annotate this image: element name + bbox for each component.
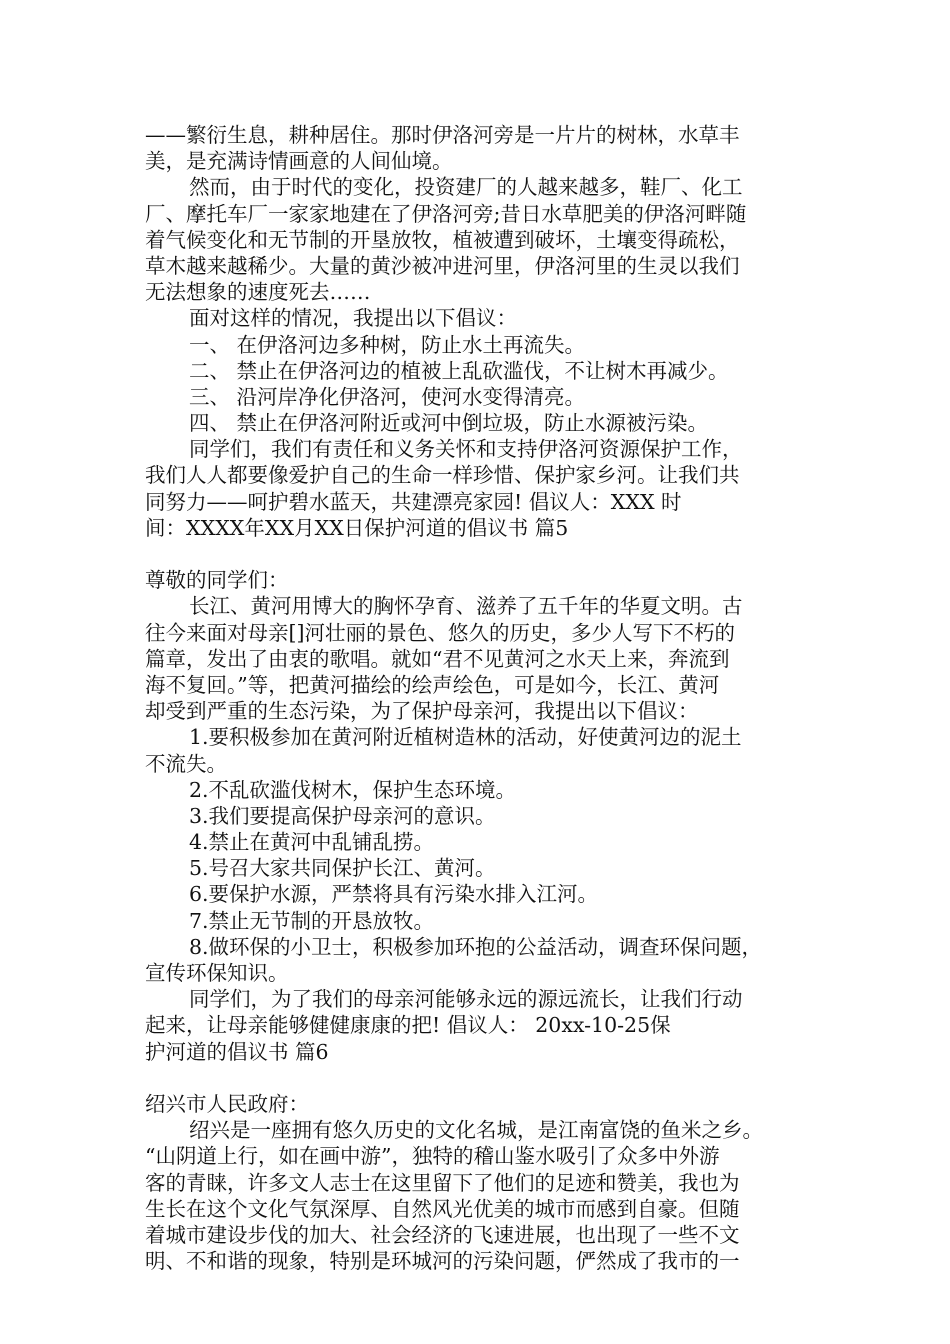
section-yellow-river (145, 567, 835, 1065)
text-line: 海不复回。”等，把黄河描绘的绘声绘色，可是如今，长江、黄河 (145, 672, 720, 697)
text-line: 长江、黄河用博大的胸怀孕育、滋养了五千年的华夏文明。古 (189, 594, 743, 619)
section-shaoxing (145, 1091, 835, 1274)
text-line: 2.不乱砍滥伐树木，保护生态环境。 (189, 777, 517, 802)
text-line: 却受到严重的生态污染，为了保护母亲河，我提出以下倡议： (145, 699, 699, 724)
text-line: 美，是充满诗情画意的人间仙境。 (145, 149, 453, 174)
text-line: 同学们，为了我们的母亲河能够永远的源远流长，让我们行动 (189, 987, 743, 1012)
section-gap (145, 1065, 835, 1091)
text-line: 同学们，我们有责任和义务关怀和支持伊洛河资源保护工作， (189, 437, 743, 462)
text-line: ——繁衍生息，耕种居住。那时伊洛河旁是一片片的树林，水草丰 (145, 123, 740, 147)
text-line: 绍兴市人民政府： (145, 1091, 309, 1116)
text-line: 8.做环保的小卫士，积极参加环抱的公益活动，调查环保问题， (189, 934, 763, 959)
text-line: 厂、摩托车厂一家家地建在了伊洛河旁;昔日水草肥美的伊洛河畔随 (145, 201, 747, 226)
text-line: 面对这样的情况，我提出以下倡议： (189, 306, 517, 331)
text-line: 绍兴是一座拥有悠久历史的文化名城，是江南富饶的鱼米之乡。 (189, 1118, 763, 1143)
text-line: 草木越来越稀少。大量的黄沙被冲进河里，伊洛河里的生灵以我们 (145, 253, 740, 278)
text-line: 5.号召大家共同保护长江、黄河。 (189, 856, 496, 881)
text-line: 生长在这个文化气氛深厚、自然风光优美的城市而感到自豪。但随 (145, 1196, 740, 1221)
text-line: 不流失。 (145, 751, 227, 776)
text-line: 我们人人都要像爱护自己的生命一样珍惜、保护家乡河。让我们共 (145, 463, 740, 488)
text-line: 4.禁止在黄河中乱铺乱捞。 (189, 830, 435, 855)
document-body (145, 122, 835, 1274)
text-line: 1.要积极参加在黄河附近植树造林的活动，好使黄河边的泥土 (189, 725, 742, 750)
text-line: 明、不和谐的现象，特别是环城河的污染问题，俨然成了我市的一 (145, 1249, 740, 1274)
text-line: 间：XXXX年XX月XX日保护河道的倡议书 篇5 (145, 515, 569, 540)
section-gap (145, 541, 835, 567)
text-line: 3.我们要提高保护母亲河的意识。 (189, 803, 496, 828)
text-line: 四、 禁止在伊洛河附近或河中倒垃圾，防止水源被污染。 (189, 411, 709, 436)
text-line: 往今来面对母亲[]河壮丽的景色、悠久的历史，多少人写下不朽的 (145, 620, 735, 645)
text-line: 宣传环保知识。 (145, 961, 289, 985)
text-line: 着气候变化和无节制的开垦放牧，植被遭到破坏，土壤变得疏松， (145, 227, 740, 252)
text-line: 6.要保护水源，严禁将具有污染水排入江河。 (189, 882, 599, 907)
text-line: 无法想象的速度死去…… (145, 280, 371, 305)
text-line: 起来，让母亲能够健健康康的把! 倡议人： 20xx-10-25保 (145, 1013, 671, 1038)
text-line: 三、 沿河岸净化伊洛河，使河水变得清亮。 (189, 384, 586, 409)
text-line: 着城市建设步伐的加大、社会经济的飞速进展，也出现了一些不文 (145, 1222, 740, 1247)
text-line: “山阴道上行，如在画中游”，独特的稽山鉴水吸引了众多中外游 (145, 1144, 720, 1169)
text-line: 二、 禁止在伊洛河边的植被上乱砍滥伐，不让树木再减少。 (189, 358, 729, 383)
text-line: 篇章，发出了由衷的歌唱。就如“君不见黄河之水天上来，奔流到 (145, 646, 730, 671)
text-line: 客的青睐，许多文人志士在这里留下了他们的足迹和赞美，我也为 (145, 1170, 740, 1195)
text-line: 7.禁止无节制的开恳放牧。 (189, 908, 435, 933)
text-line: 护河道的倡议书 篇6 (145, 1039, 329, 1064)
section-yiluo-river (145, 122, 835, 541)
text-line: 同努力——呵护碧水蓝天，共建漂亮家园! 倡议人：XXX 时 (145, 489, 682, 514)
text-line: 一、 在伊洛河边多种树，防止水土再流失。 (189, 332, 586, 357)
text-line: 尊敬的同学们： (145, 568, 289, 593)
text-line: 然而，由于时代的变化，投资建厂的人越来越多，鞋厂、化工 (189, 175, 743, 200)
